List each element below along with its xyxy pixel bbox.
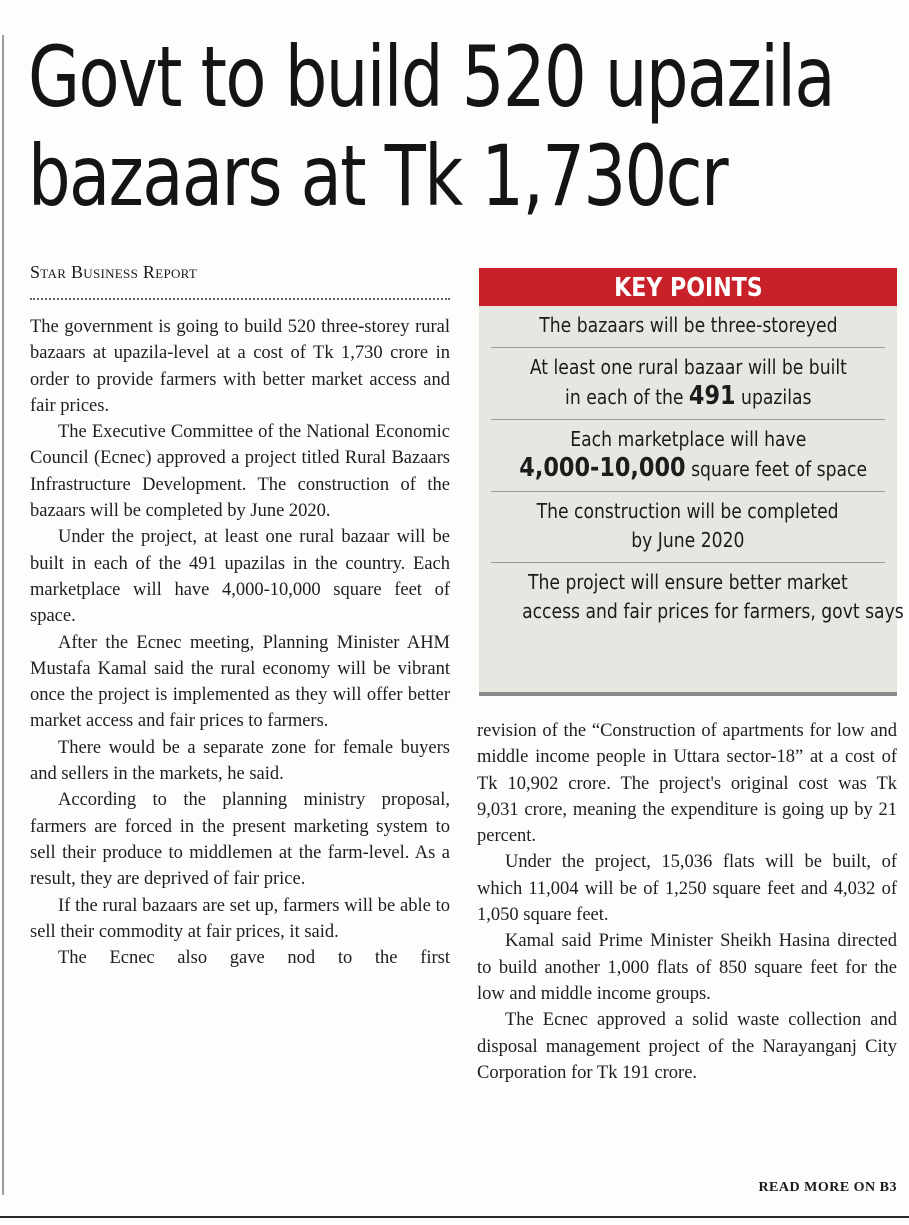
headline-line-1: Govt to build 520 upazila (28, 28, 834, 126)
headline-line-2: bazaars at Tk 1,730cr (28, 127, 728, 225)
key-points-title: KEY POINTS (479, 268, 897, 306)
key-figure: 4,000-10,000 (519, 453, 686, 483)
key-figure: 491 (688, 381, 736, 411)
paragraph: The Ecnec also gave nod to the first (58, 948, 450, 969)
paragraph: Kamal said Prime Minister Sheikh Hasina directed to build another 1,000 flats of 850 square feet for the low and middle income groups. (477, 931, 897, 1004)
key-point: Each marketplace will have 4,000-10,000 square feet of space (491, 420, 885, 492)
byline-divider (30, 298, 450, 300)
headline (28, 28, 834, 226)
paragraph: After the Ecnec meeting, Planning Minister AHM Mustafa Kamal said the rural economy will be vibrant once the project is implemented as they will offer better market access and fair prices to farmers. (30, 632, 450, 732)
paragraph: revision of the “Construction of apartments for low and middle income people in Uttara sector-18” at a cost of Tk 10,902 crore. The project's original cost was Tk 9,031 crore, meaning the expenditure is going up by 21 percent. (477, 721, 897, 847)
paragraph: If the rural bazaars are set up, farmers will be able to sell their commodity at fair prices, it said. (30, 895, 450, 942)
paragraph: There would be a separate zone for female buyers and sellers in the markets, he said. (30, 737, 450, 785)
byline: Star Business Report (30, 262, 198, 282)
paragraph: Under the project, at least one rural bazaar will be built in each of the 491 upazilas in the country. Each marketplace will have 4,000-10,000 square feet of space. (30, 527, 450, 627)
key-point: The project will ensure better market access and fair prices for farmers, govt says (522, 570, 904, 623)
article-column-left (30, 314, 450, 971)
key-point: The construction will be completed by June 2020 (491, 492, 885, 563)
article-column-right (477, 718, 897, 1086)
key-point: At least one rural bazaar will be built in each of the 491 upazilas (491, 348, 885, 420)
key-point: The bazaars will be three-storeyed (491, 306, 885, 348)
key-points-box (479, 268, 904, 696)
paragraph: Under the project, 15,036 flats will be built, of which 11,004 will be of 1,250 square feet and 4,032 of 1,050 square feet. (477, 852, 897, 926)
column-rule (2, 35, 4, 1195)
paragraph: The government is going to build 520 three-storey rural bazaars at upazila-level at a cost of Tk 1,730 crore in order to provide farmers with better market access and fair prices. (30, 317, 450, 416)
read-more-link[interactable]: READ MORE ON B3 (758, 1180, 897, 1195)
paragraph: The Executive Committee of the National Economic Council (Ecnec) approved a project titled Rural Bazaars Infrastructure Development. The construction of the bazaars will be completed by June 2020. (30, 422, 450, 522)
paragraph: According to the planning ministry proposal, farmers are forced in the present marketing system to sell their produce to middlemen at the farm-level. As a result, they are deprived of fair price. (30, 790, 450, 890)
page-rule (0, 1216, 909, 1218)
paragraph: The Ecnec approved a solid waste collection and disposal management project of the Narayanganj City Corporation for Tk 191 crore. (477, 1010, 897, 1083)
